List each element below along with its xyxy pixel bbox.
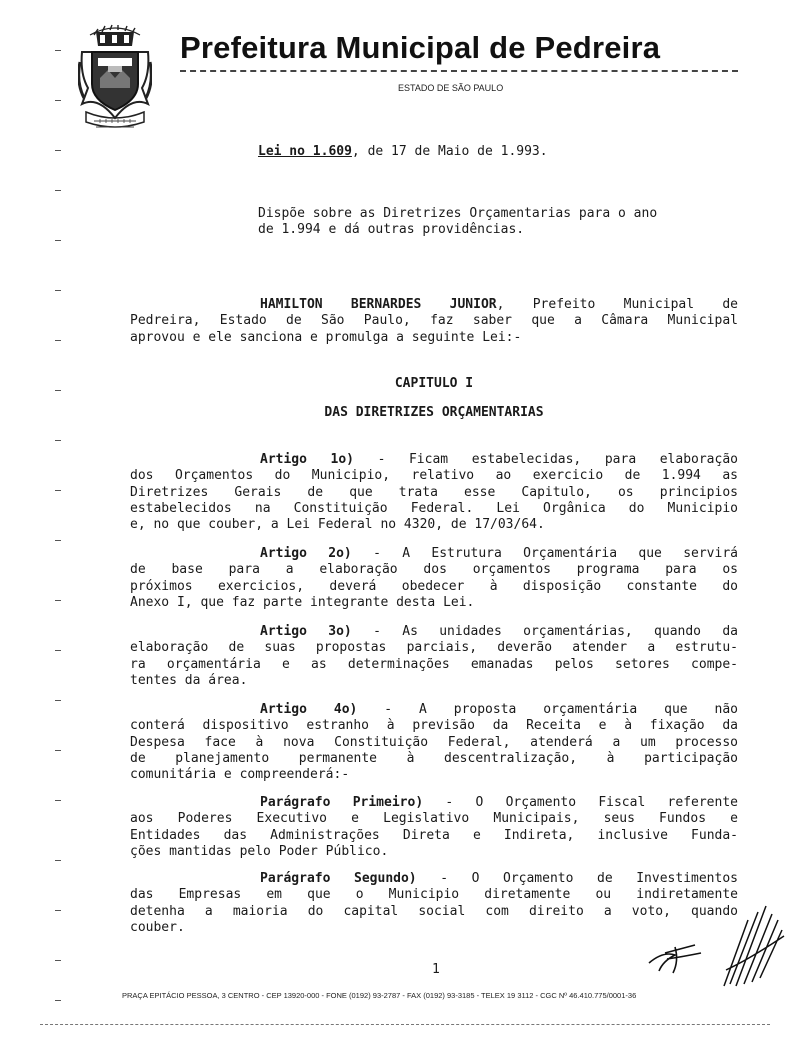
- preamble-line-3: aprovou e ele sanciona e promulga a seguinte Lei:-: [130, 329, 522, 345]
- article-3-line-2: elaboração de suas propostas parciais, deverão atender a estrutu-: [130, 640, 738, 656]
- header-divider: [180, 70, 738, 72]
- article-2-label: Artigo 2o): [260, 546, 352, 561]
- law-title: [258, 144, 548, 160]
- crest-motto-text: [92, 116, 138, 130]
- article-4-label: Artigo 4o): [260, 702, 358, 717]
- article-3-label: Artigo 3o): [260, 624, 352, 639]
- paragraph-2-line-4: couber.: [130, 919, 185, 935]
- mayor-name: HAMILTON BERNARDES JUNIOR: [260, 297, 497, 312]
- article-2-line-2: de base para a elaboração dos orçamentos programa para os: [130, 562, 738, 578]
- article-2-line-1: - A Estrutura Orçamentária que servirá: [351, 546, 738, 561]
- mayor-signature: [718, 900, 790, 992]
- initials-signature: [645, 935, 705, 975]
- article-4-line-1: - A proposta orçamentária que não: [357, 702, 738, 717]
- chapter-title: DAS DIRETRIZES ORÇAMENTARIAS: [324, 405, 544, 420]
- paragraph-2-line-2: das Empresas em que o Municipio diretamente ou indiretamente: [130, 887, 738, 903]
- article-1: [130, 452, 738, 533]
- paragraph-1-line-1: - O Orçamento Fiscal referente: [423, 795, 738, 810]
- crest-banner-icon: [88, 23, 142, 37]
- article-1-line-3: Diretrizes Gerais de que trata esse Capitulo, os principios: [130, 484, 738, 500]
- paragraph-1-label: Parágrafo Primeiro): [260, 795, 424, 810]
- article-1-label: Artigo 1o): [260, 452, 355, 467]
- paragraph-1-line-4: ções mantidas pelo Poder Público.: [130, 843, 389, 859]
- article-3-line-3: ra orçamentária e as determinações emanadas pelos setores compe-: [130, 656, 738, 672]
- article-3-line-4: tentes da área.: [130, 672, 248, 688]
- law-date: , de 17 de Maio de 1.993.: [351, 144, 548, 159]
- page-title: Prefeitura Municipal de Pedreira: [180, 30, 661, 65]
- article-4-line-5: comunitária e compreenderá:-: [130, 767, 350, 783]
- article-1-line-1: - Ficam estabelecidas, para elaboração: [354, 452, 738, 467]
- article-2: [130, 546, 738, 611]
- article-3: [130, 624, 738, 689]
- article-3-line-1: - As unidades orçamentárias, quando da: [351, 624, 738, 639]
- article-4-line-2: conterá dispositivo estranho à previsão da Receita e à fixação da: [130, 718, 738, 734]
- paragraph-1-line-2: aos Poderes Executivo e Legislativo Municipais, seus Fundos e: [130, 811, 738, 827]
- article-2-line-3: próximos exercicios, deverá obedecer à disposição constante do: [130, 578, 738, 594]
- preamble-paragraph: [130, 297, 738, 346]
- paragraph-2-line-3: detenha a maioria do capital social com direito a voto, quando: [130, 903, 738, 919]
- footer-divider: [40, 1024, 770, 1025]
- article-2-line-4: Anexo I, que faz parte integrante desta Lei.: [130, 594, 475, 610]
- article-1-line-4: estabelecidos na Constituição Federal. Lei Orgânica do Municipio: [130, 500, 738, 516]
- law-number: Lei no 1.609: [258, 144, 352, 159]
- summary-line-2: de 1.994 e dá outras providências.: [258, 222, 525, 237]
- article-1-line-2: dos Orçamentos do Municipio, relativo ao exercicio de 1.994 as: [130, 468, 738, 484]
- paragraph-1-line-3: Entidades das Administrações Direta e Indireta, inclusive Funda-: [130, 827, 738, 843]
- article-1-line-5: e, no que couber, a Lei Federal no 4320, de 17/03/64.: [130, 517, 545, 533]
- paragraph-2-label: Parágrafo Segundo): [260, 871, 417, 886]
- paragraph-2: [130, 871, 738, 936]
- crest-banner-text: [88, 22, 142, 36]
- chapter-number: CAPITULO I: [394, 376, 474, 391]
- article-4: [130, 702, 738, 783]
- coat-of-arms-logo: [78, 22, 152, 132]
- mayor-signature-icon: [718, 900, 790, 992]
- summary-line-1: Dispõe sobre as Diretrizes Orçamentarias para o ano: [258, 206, 658, 221]
- article-4-line-3: Despesa face à nova Constituição Federal, atenderá a um processo: [130, 734, 738, 750]
- preamble-line-1: , Prefeito Municipal de: [496, 297, 738, 312]
- crest-motto-icon: [92, 117, 138, 131]
- preamble-line-2: Pedreira, Estado de São Paulo, faz saber que a Câmara Municipal: [130, 313, 738, 329]
- paragraph-2-line-1: - O Orçamento de Investimentos: [416, 871, 738, 886]
- article-4-line-4: de planejamento permanente à descentralização, à participação: [130, 750, 738, 766]
- margin-marks: [55, 40, 65, 1020]
- page-number: 1: [432, 962, 440, 977]
- header-subtitle: ESTADO DE SÃO PAULO: [398, 83, 504, 93]
- initials-signature-icon: [645, 935, 705, 975]
- footer-address: PRAÇA EPITÁCIO PESSOA, 3 CENTRO - CEP 13920-000 - FONE (0192) 93-2787 - FAX (0192) 93-3185 - TELEX 19 3112 - CGC Nº 46.410.775/0001-36: [122, 991, 637, 1000]
- paragraph-1: [130, 795, 738, 860]
